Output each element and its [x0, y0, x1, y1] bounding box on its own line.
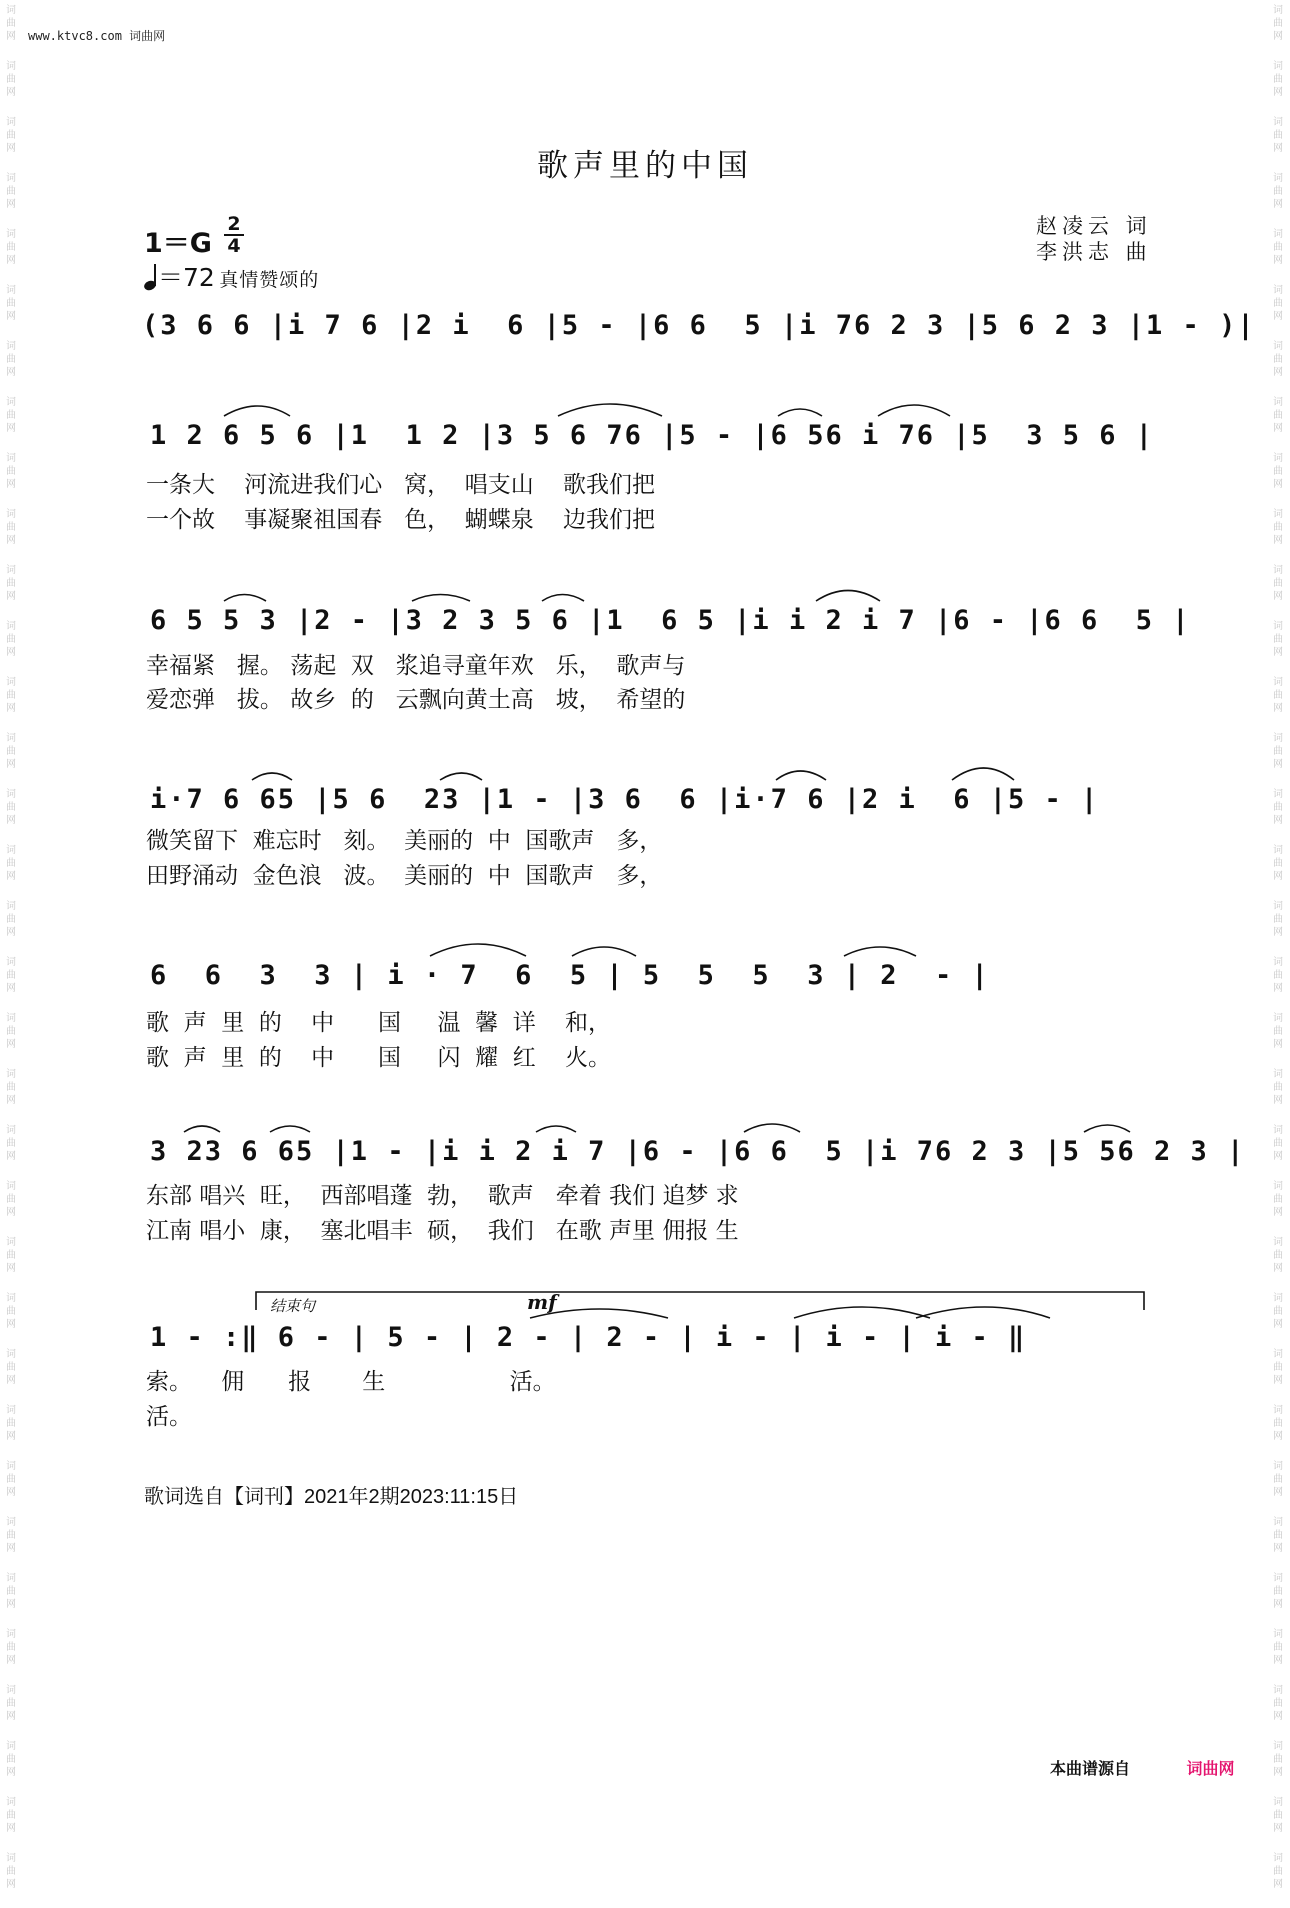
slur-18 [536, 1126, 576, 1132]
slur-6 [412, 595, 470, 602]
lyric-line-5b: 歌 声 里 的 中 国 闪 耀 红 火。 [146, 1045, 612, 1071]
right-watermark [1271, 4, 1285, 1908]
watermark-glyph: 词曲网 [6, 1461, 16, 1498]
watermark-glyph: 词曲网 [1273, 61, 1283, 98]
watermark-glyph: 词曲网 [1273, 1013, 1283, 1050]
slur-11 [776, 771, 826, 780]
watermark-glyph: 词曲网 [1273, 1853, 1283, 1890]
slur-15 [844, 947, 916, 956]
footer-label: 本曲谱源自 [1050, 1761, 1131, 1778]
lyric-line-7a: 索。 佣 报 生 活。 [146, 1369, 556, 1395]
slur-3 [778, 409, 822, 416]
watermark-glyph: 词曲网 [1273, 901, 1283, 938]
watermark-glyph: 词曲网 [6, 1853, 16, 1890]
watermark-glyph: 词曲网 [1273, 1461, 1283, 1498]
watermark-glyph: 词曲网 [6, 621, 16, 658]
slur-16 [184, 1126, 220, 1132]
watermark-glyph: 词曲网 [1273, 1293, 1283, 1330]
lyric-line-3b: 爱恋弹 拔。 故乡 的 云飘向黄土高 坡， 希望的 [146, 687, 686, 713]
footer-credit [1050, 1756, 1234, 1779]
watermark-glyph: 词曲网 [6, 1125, 16, 1162]
lyricist-credit: 赵凌云 词 [1036, 214, 1152, 238]
watermark-glyph: 词曲网 [1273, 1405, 1283, 1442]
watermark-glyph: 词曲网 [1273, 1069, 1283, 1106]
watermark-glyph: 词曲网 [1273, 565, 1283, 602]
ending-bracket [256, 1292, 1144, 1310]
slur-9 [252, 773, 292, 780]
slur-17 [270, 1126, 310, 1132]
slur-10 [440, 773, 482, 780]
watermark-glyph: 词曲网 [1273, 845, 1283, 882]
watermark-glyph: 词曲网 [1273, 621, 1283, 658]
lyric-line-4a: 微笑留下 难忘时 刻。 美丽的 中 国歌声 多， [146, 828, 663, 854]
watermark-glyph: 词曲网 [1273, 957, 1283, 994]
watermark-glyph: 词曲网 [1273, 117, 1283, 154]
notation-line-4: i·7 6 65 |5 6 23 |1 - |3 6 6 |i·7 6 |2 i 6 |5 - | [150, 784, 1100, 815]
watermark-glyph: 词曲网 [6, 789, 16, 826]
lyric-line-5a: 歌 声 里 的 中 国 温 馨 详 和， [146, 1010, 612, 1036]
mood-text: 真情赞颂的 [219, 269, 320, 291]
watermark-glyph: 词曲网 [1273, 229, 1283, 266]
left-watermark [4, 4, 18, 1908]
slur-4 [878, 405, 950, 416]
watermark-glyph: 词曲网 [1273, 1517, 1283, 1554]
lyric-line-6b: 江南 唱小 康， 塞北唱丰 硕， 我们 在歌 声里 佣报 生 [146, 1218, 739, 1244]
lyric-line-3a: 幸福紧 握。 荡起 双 浆追寻童年欢 乐， 歌声与 [146, 653, 686, 679]
notation-line-2: 1 2 6 5 6 |1 1 2 |3 5 6 76 |5 - |6 56 i 76 |5 3 5 6 | [150, 420, 1155, 451]
watermark-glyph: 词曲网 [1273, 677, 1283, 714]
dynamic-marking: mf [527, 1290, 557, 1314]
key-signature: 1＝G [144, 228, 212, 259]
slur-12 [952, 768, 1014, 780]
watermark-glyph: 词曲网 [1273, 285, 1283, 322]
slur-1 [224, 406, 290, 416]
watermark-glyph: 词曲网 [6, 1573, 16, 1610]
notation-line-3: 6 5 5 3 |2 - |3 2 3 5 6 |1 6 5 |i i 2 i 7 |6 - |6 6 5 | [150, 605, 1191, 636]
watermark-glyph: 词曲网 [1273, 397, 1283, 434]
watermark-glyph: 词曲网 [1273, 341, 1283, 378]
slur-23 [916, 1307, 1050, 1318]
slur-7 [542, 595, 584, 602]
watermark-glyph: 词曲网 [1273, 1629, 1283, 1666]
slur-19 [744, 1124, 800, 1132]
slur-22 [794, 1307, 930, 1318]
watermark-glyph: 词曲网 [6, 733, 16, 770]
lyric-line-6a: 东部 唱兴 旺， 西部唱蓬 勃， 歌声 牵着 我们 追梦 求 [146, 1183, 739, 1209]
watermark-glyph: 词曲网 [6, 1237, 16, 1274]
source-note: 歌词选自【词刊】2021年2期2023:11:15日 [144, 1486, 519, 1508]
watermark-glyph: 词曲网 [6, 117, 16, 154]
watermark-glyph: 词曲网 [1273, 733, 1283, 770]
notation-line-6: 3 23 6 65 |1 - |i i 2 i 7 |6 - |6 6 5 |i 76 2 3 |5 56 2 3 | [150, 1136, 1246, 1167]
time-signature: 2 4 [224, 215, 244, 255]
lyric-line-2a: 一条大 河流进我们心 窝， 唱支山 歌我们把 [146, 472, 656, 498]
lyric-line-7b: 活。 [146, 1404, 192, 1430]
watermark-glyph: 词曲网 [6, 677, 16, 714]
slur-13 [430, 944, 526, 956]
watermark-glyph: 词曲网 [6, 1797, 16, 1834]
watermark-glyph: 词曲网 [1273, 1685, 1283, 1722]
site-header[interactable]: www.ktvc8.com 词曲网 [28, 29, 166, 43]
composer-credit: 李洪志 曲 [1036, 240, 1152, 264]
watermark-glyph: 词曲网 [1273, 1349, 1283, 1386]
watermark-glyph: 词曲网 [1273, 509, 1283, 546]
watermark-glyph: 词曲网 [1273, 453, 1283, 490]
watermark-glyph: 词曲网 [6, 1741, 16, 1778]
watermark-glyph: 词曲网 [6, 1293, 16, 1330]
watermark-glyph: 词曲网 [1273, 5, 1283, 42]
slur-20 [1084, 1125, 1130, 1132]
watermark-glyph: 词曲网 [1273, 1573, 1283, 1610]
watermark-glyph: 词曲网 [6, 1685, 16, 1722]
watermark-glyph: 词曲网 [1273, 1237, 1283, 1274]
ending-label: 结束句 [270, 1297, 316, 1315]
watermark-glyph: 词曲网 [6, 1405, 16, 1442]
tempo-marking: ＝72 真情赞颂的 [144, 258, 319, 294]
watermark-glyph: 词曲网 [1273, 1797, 1283, 1834]
slur-8 [816, 591, 880, 602]
watermark-glyph: 词曲网 [1273, 1181, 1283, 1218]
watermark-glyph: 词曲网 [1273, 789, 1283, 826]
notation-line-1: (3 6 6 |i 7 6 |2 i 6 |5 - |6 6 5 |i 76 2 3 |5 6 2 3 |1 - )| [142, 310, 1256, 341]
watermark-glyph: 词曲网 [6, 397, 16, 434]
watermark-glyph: 词曲网 [6, 173, 16, 210]
watermark-glyph: 词曲网 [6, 901, 16, 938]
watermark-glyph: 词曲网 [6, 1069, 16, 1106]
slur-2 [558, 404, 662, 416]
watermark-glyph: 词曲网 [6, 565, 16, 602]
notation-line-7: 1 - :‖ 6 - | 5 - | 2 - | 2 - | i - | i - | i - ‖ [150, 1322, 1027, 1353]
lyric-line-4b: 田野涌动 金色浪 波。 美丽的 中 国歌声 多， [146, 863, 663, 889]
quarter-note-icon [144, 264, 158, 290]
watermark-glyph: 词曲网 [1273, 1125, 1283, 1162]
song-title: 歌声里的中国 [537, 148, 753, 184]
watermark-glyph: 词曲网 [6, 509, 16, 546]
notation-line-5: 6 6 3 3 | i · 7 6 5 | 5 5 5 3 | 2 - | [150, 960, 990, 991]
watermark-glyph: 词曲网 [6, 61, 16, 98]
watermark-glyph: 词曲网 [6, 1181, 16, 1218]
slur-5 [224, 595, 266, 602]
watermark-glyph: 词曲网 [6, 229, 16, 266]
slur-14 [572, 947, 636, 956]
watermark-glyph: 词曲网 [6, 1629, 16, 1666]
lyric-line-2b: 一个故 事凝聚祖国春 色， 蝴蝶泉 边我们把 [146, 507, 656, 533]
watermark-glyph: 词曲网 [6, 845, 16, 882]
footer-brand-link[interactable]: 词曲网 [1186, 1761, 1235, 1778]
watermark-glyph: 词曲网 [6, 1517, 16, 1554]
watermark-glyph: 词曲网 [6, 341, 16, 378]
watermark-glyph: 词曲网 [6, 5, 16, 42]
watermark-glyph: 词曲网 [1273, 1741, 1283, 1778]
watermark-glyph: 词曲网 [1273, 173, 1283, 210]
watermark-glyph: 词曲网 [6, 1349, 16, 1386]
watermark-glyph: 词曲网 [6, 285, 16, 322]
watermark-glyph: 词曲网 [6, 453, 16, 490]
watermark-glyph: 词曲网 [6, 1013, 16, 1050]
watermark-glyph: 词曲网 [6, 957, 16, 994]
